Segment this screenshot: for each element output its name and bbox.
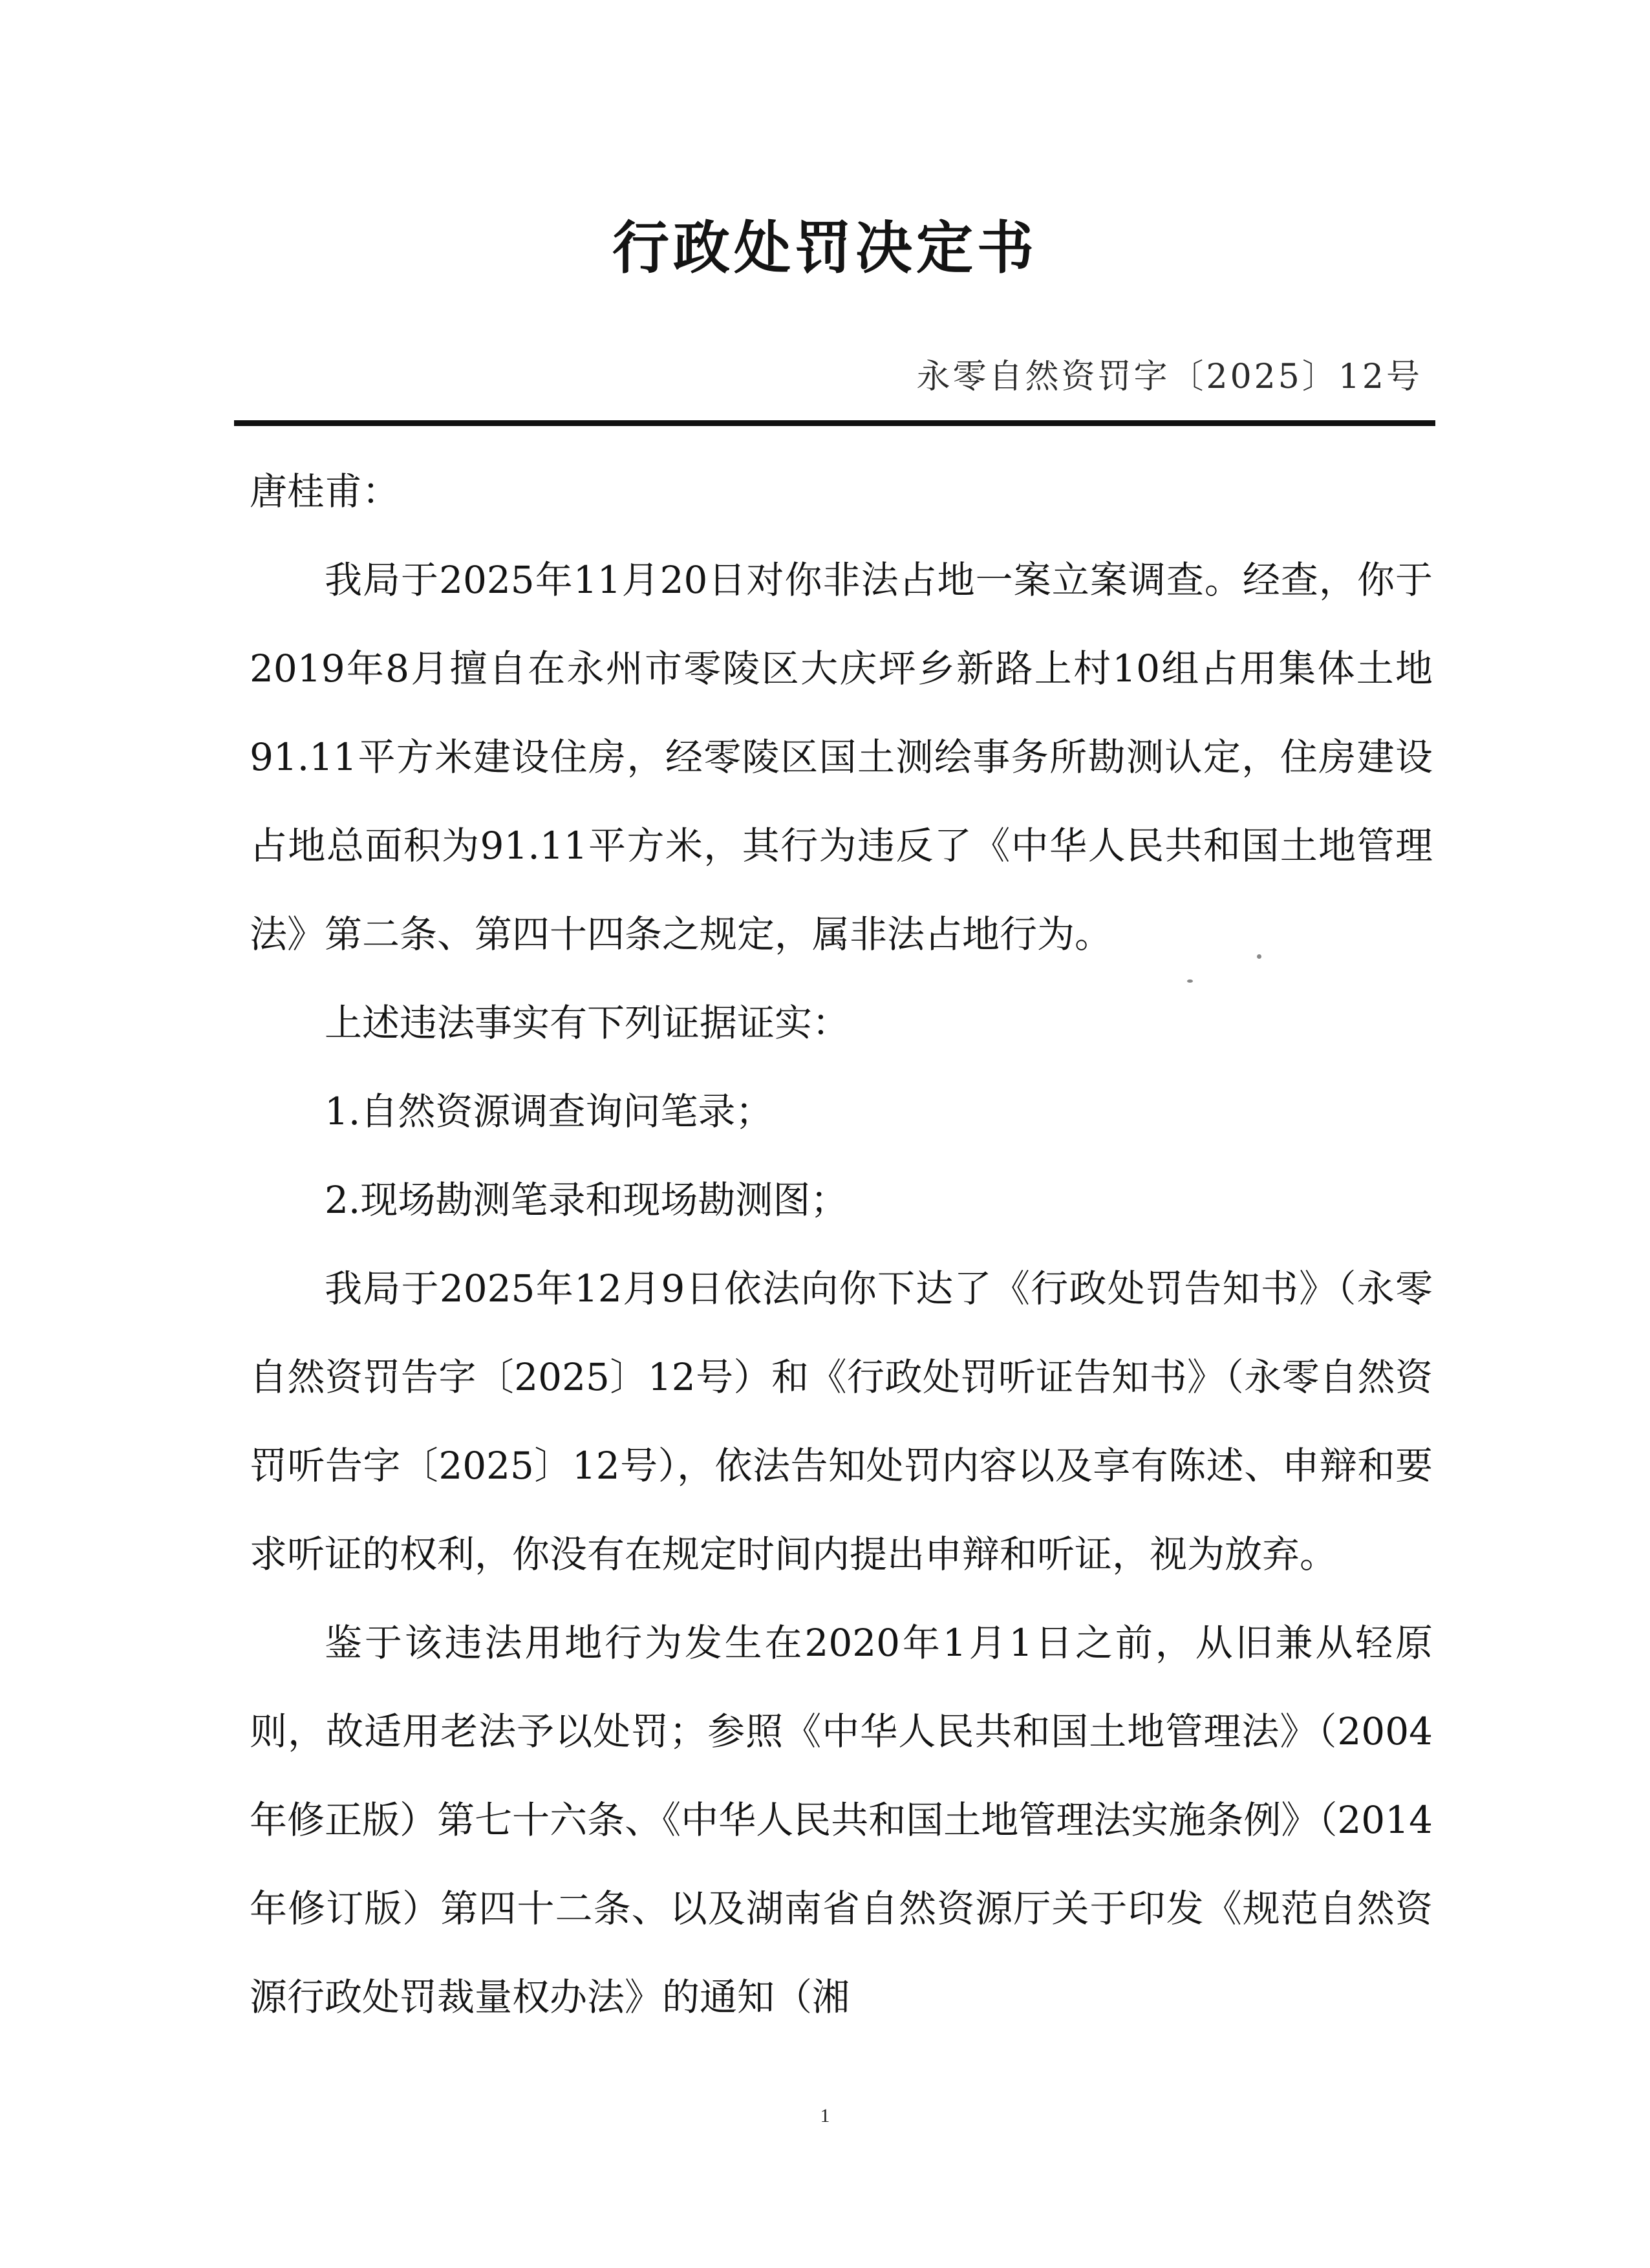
document-body [250,447,1433,2042]
evidence-item-1: 1.自然资源调查询问笔录； [325,1089,773,1133]
evidence-item-2: 2.现场勘测笔录和现场勘测图； [325,1178,848,1222]
header-divider [234,420,1435,426]
scan-speck [1257,954,1261,959]
document-title: 行政处罚决定书 [612,214,1038,281]
document-number: 永零自然资罚字〔2025〕12号 [916,358,1422,396]
page-number: 1 [820,2105,830,2126]
paragraph-notification: 我局于2025年12月9日依法向你下达了《行政处罚告知书》（永零自然资罚告字〔2025〕12号）和《行政处罚听证告知书》（永零自然资罚听告字〔2025〕12号），依法告知处罚内容以及享有陈述、申辩和要求听证的权利，你没有在规定时间内提出申辩和听证，视为放弃。 [250,1267,1433,1576]
paragraph-legal-basis: 鉴于该违法用地行为发生在2020年1月1日之前，从旧兼从轻原则，故适用老法予以处罚；参照《中华人民共和国土地管理法》（2004年修正版）第七十六条、《中华人民共和国土地管理法实施条例》（2014年修订版）第四十二条、以及湖南省自然资源厅关于印发《规范自然资源行政处罚裁量权办法》的通知（湘 [250,1621,1433,2019]
recipient-name: 唐桂甫： [250,469,400,513]
paragraph-case-facts: 我局于2025年11月20日对你非法占地一案立案调查。经查，你于2019年8月擅自在永州市零陵区大庆坪乡新路上村10组占用集体土地91.11平方米建设住房，经零陵区国土测绘事务所勘测认定，住房建设占地总面积为91.11平方米，其行为违反了《中华人民共和国土地管理法》第二条、第四十四条之规定，属非法占地行为。 [250,558,1433,956]
scan-speck [1187,979,1193,983]
paragraph-evidence-intro: 上述违法事实有下列证据证实： [325,1001,850,1045]
